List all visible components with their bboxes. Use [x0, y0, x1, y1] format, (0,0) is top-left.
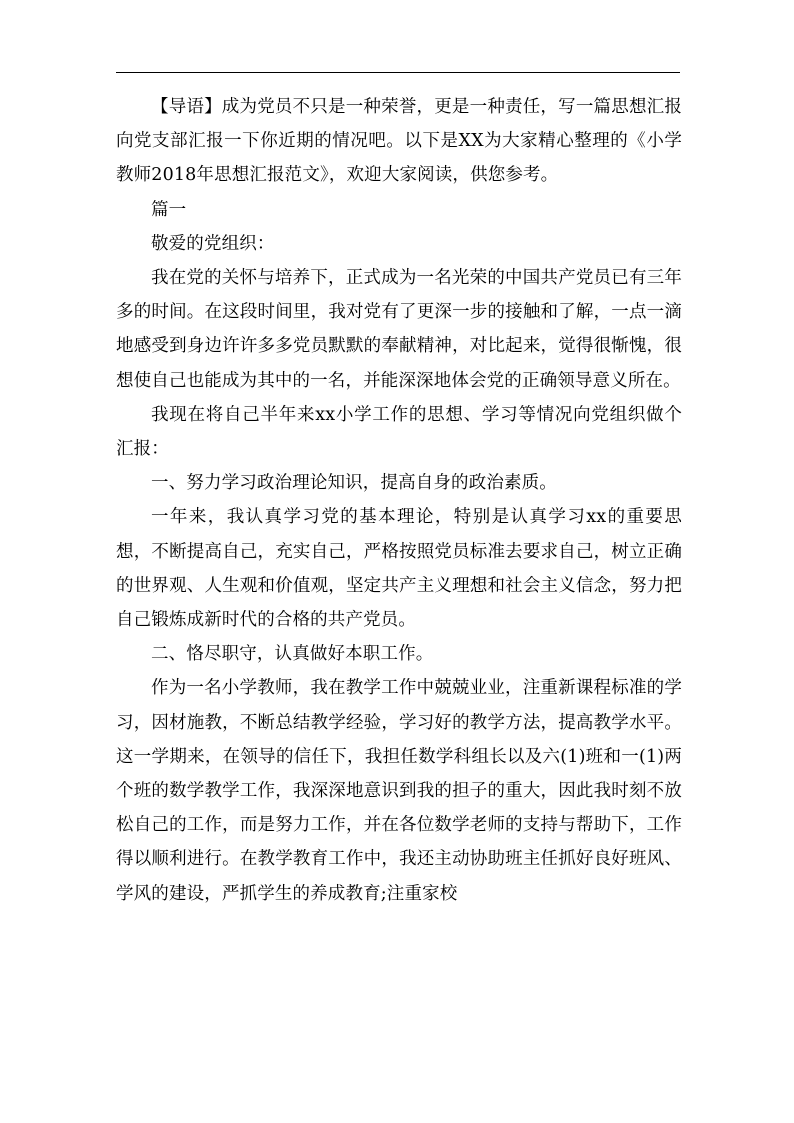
salutation: 敬爱的党组织：	[151, 233, 275, 254]
body-paragraph: 我在党的关怀与培养下，正式成为一名光荣的中国共产党员已有三年多的时间。在这段时间里，我对党有了更深一步的接触和了解，一点一滴地感受到身边许许多多党员默默的奉献精神，对比起来，觉得很惭愧，很想使自己也能成为其中的一名，并能深深地体会党的正确领导意义所在。	[116, 268, 682, 391]
section-heading-part-one: 篇一	[151, 199, 187, 220]
subheading-one: 一、努力学习政治理论知识，提高自身的政治素质。	[151, 473, 557, 494]
subheading-two: 二、恪尽职守，认真做好本职工作。	[151, 644, 434, 665]
body-paragraph: 作为一名小学教师，我在教学工作中兢兢业业，注重新课程标准的学习，因材施教，不断总结教学经验，学习好的教学方法，提高教学水平。这一学期来，在领导的信任下，我担任数学科组长以及六(1)班和一(1)两个班的数学教学工作，我深深地意识到我的担子的重大，因此我时刻不放松自己的工作，而是努力工作，并在各位数学老师的支持与帮助下，工作得以顺利进行。在教学教育工作中，我还主动协助班主任抓好良好班风、学风的建设，严抓学生的养成教育;注重家校	[116, 678, 682, 904]
body-paragraph: 一年来，我认真学习党的基本理论，特别是认真学习xx的重要思想，不断提高自己，充实自己，严格按照党员标准去要求自己，树立正确的世界观、人生观和价值观，坚定共产主义理想和社会主义信念，努力把自己锻炼成新时代的合格的共产党员。	[116, 507, 682, 631]
intro-paragraph: 【导语】成为党员不只是一种荣誉，更是一种责任，写一篇思想汇报向党支部汇报一下你近期的情况吧。以下是XX为大家精心整理的《小学教师2018年思想汇报范文》，欢迎大家阅读，供您参考。	[116, 97, 682, 186]
header-rule	[116, 72, 680, 73]
document-body	[116, 90, 682, 911]
body-paragraph: 我现在将自己半年来xx小学工作的思想、学习等情况向党组织做个汇报：	[116, 404, 682, 460]
